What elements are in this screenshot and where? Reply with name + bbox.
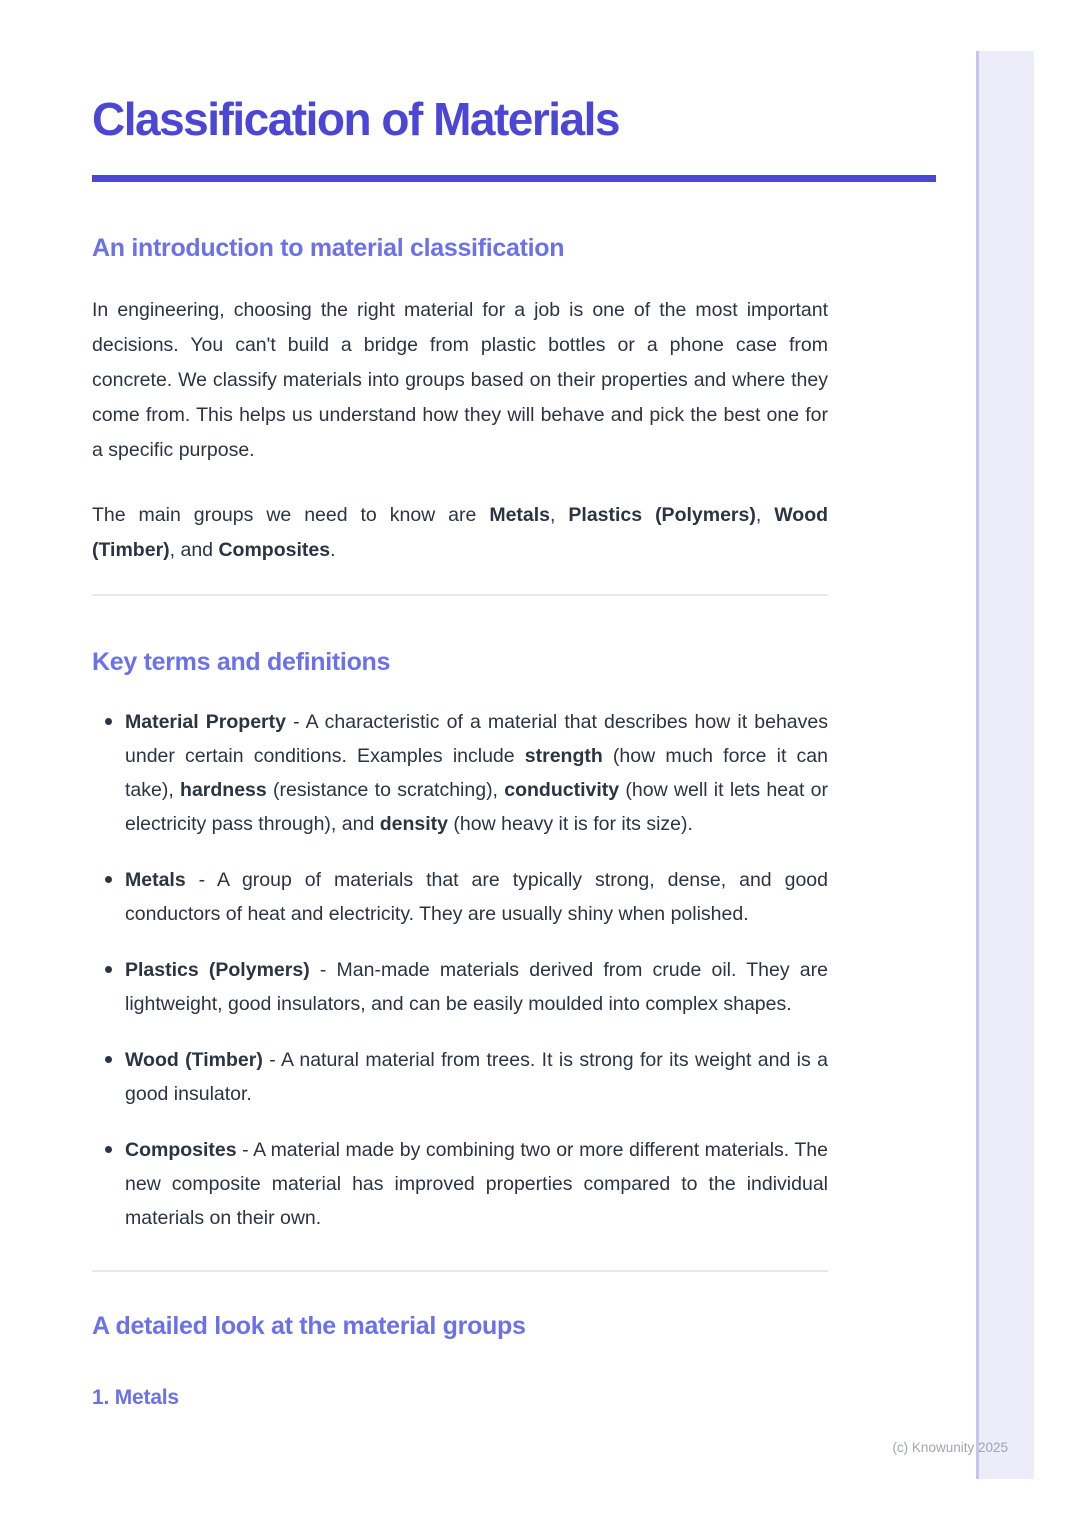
list-item-text: Material Property - A characteristic of a material that describes how it behaves under certain conditions. Examples include strength (how much force it can take), hardness (resistance to scratching), conductivity (how well it lets heat or electricity pass through), and density (how heavy it is for its size). — [125, 710, 828, 835]
section-heading-introduction: An introduction to material classification — [92, 233, 565, 262]
page-edge-strip — [976, 51, 1034, 1479]
title-underline-rule — [92, 175, 936, 182]
subsection-heading-metals: 1. Metals — [92, 1385, 179, 1409]
list-item-plastics — [125, 953, 828, 1021]
list-item-wood — [125, 1043, 828, 1111]
section-heading-detailed-look: A detailed look at the material groups — [92, 1311, 526, 1340]
section-divider — [92, 1270, 828, 1272]
page-title: Classification of Materials — [92, 93, 619, 145]
intro-paragraph-1: In engineering, choosing the right material for a job is one of the most important decisions. You can't build a bridge from plastic bottles or a phone case from concrete. We classify materials into groups based on their properties and where they come from. This helps us understand how they will behave and pick the best one for a specific purpose. — [92, 298, 828, 461]
list-item-text: Plastics (Polymers) - Man-made materials derived from crude oil. They are lightweight, good insulators, and can be easily moulded into complex shapes. — [125, 958, 828, 1015]
bullet-icon — [105, 966, 112, 973]
section-heading-key-terms: Key terms and definitions — [92, 647, 391, 676]
key-terms-list — [92, 705, 828, 1235]
bullet-icon — [105, 876, 112, 883]
list-item-metals — [125, 863, 828, 931]
bullet-icon — [105, 1146, 112, 1153]
document-content — [92, 0, 828, 1410]
copyright-note: (c) Knowunity 2025 — [892, 1440, 1008, 1455]
list-item-text: Metals - A group of materials that are typically strong, dense, and good conductors of heat and electricity. They are usually shiny when polished. — [125, 868, 828, 925]
list-item-text: Composites - A material made by combining two or more different materials. The new composite material has improved properties compared to the individual materials on their own. — [125, 1138, 828, 1229]
list-item-text: Wood (Timber) - A natural material from trees. It is strong for its weight and is a good insulator. — [125, 1048, 828, 1105]
section-divider — [92, 594, 828, 596]
bullet-icon — [105, 718, 112, 725]
list-item-composites — [125, 1133, 828, 1235]
bullet-icon — [105, 1056, 112, 1063]
intro-paragraph-2: The main groups we need to know are Metals, Plastics (Polymers), Wood (Timber), and Composites. — [92, 503, 829, 561]
list-item-material-property — [125, 705, 828, 841]
